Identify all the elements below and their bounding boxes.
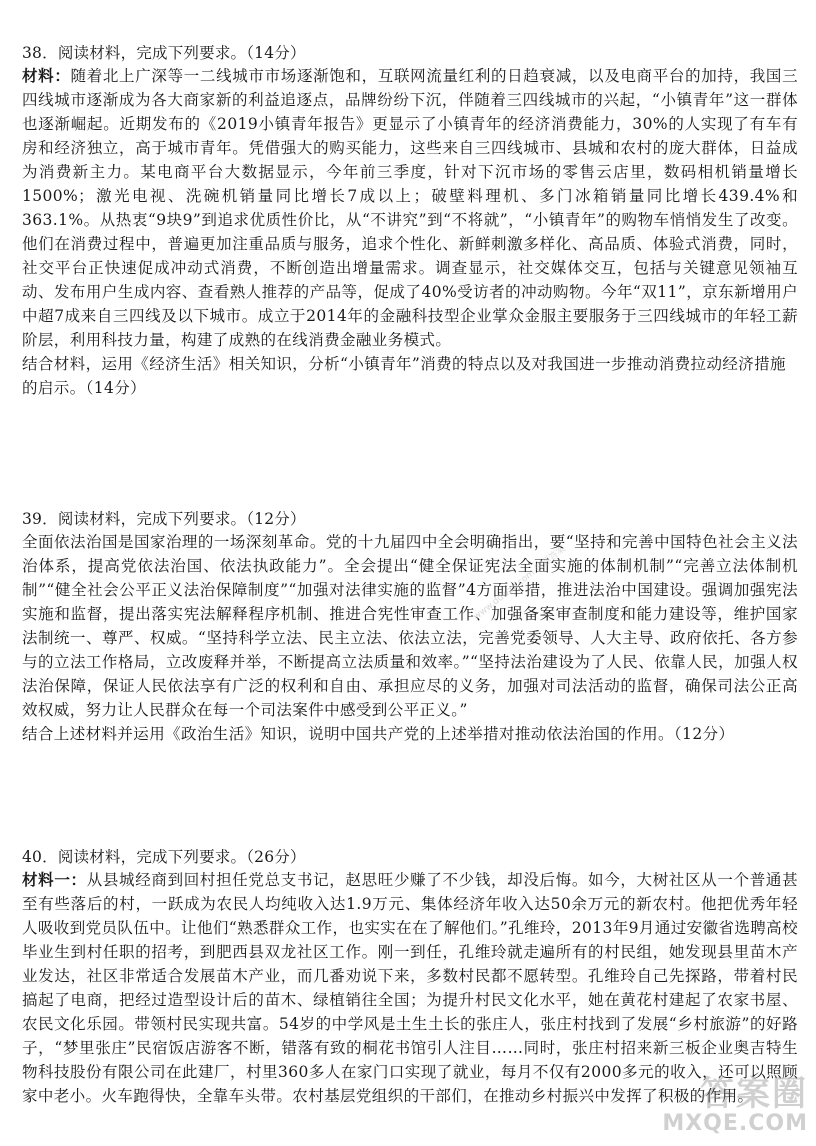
question-40: [22, 846, 798, 1108]
material-label: 材料：: [22, 66, 71, 85]
question-38: [22, 42, 798, 400]
question-38-material: [22, 64, 798, 352]
question-39-material: 全面依法治国是国家治理的一场深刻革命。党的十九届四中全会明确指出，要“坚持和完善中国特色社会主义法治体系，提高党依法治国、依法执政能力”。全会提出“健全保证宪法全面实施的体制机制”“完善立法体制机制”“健全社会公平正义法治保障制度”“加强对法律实施的监督”4方面举措，推进法治中国建设。强调加强宪法实施和监督，提出落实宪法解释程序机制、推进合宪性审查工作、加强备案审查制度和能力建设等，维护国家法制统一、尊严、权威。“坚持科学立法、民主立法、依法立法，完善党委领导、人大主导、政府依托、各方参与的立法工作格局，立改废释并举，不断提高立法质量和效率。”“坚持法治建设为了人民、依靠人民，加强人权法治保障，保证人民依法享有广泛的权利和自由、承担应尽的义务，加强对司法活动的监督，确保司法公正高效权威，努力让人民群众在每一个司法案件中感受到公平正义。”: [22, 533, 798, 719]
material-one-text: 从县城经商到回村担任党总支书记，赵思旺少赚了不少钱，却没后悔。如今，大树社区从一个普通甚至有些落后的村，一跃成为农民人均纯收入达1.9万元、集体经济年收入达50余万元的新农村。他把优秀年轻人吸收到党员队伍中。让他们“熟悉群众工作，也实实在在了解他们。”孔维玲，2013年9月通过安徽省选聘高校毕业生到村任职的招考，到肥西县双龙社区工作。刚一到任，孔维玲就走遍所有的村民组，她发现县里苗木产业发达，社区非常适合发展苗木产业，而几番劝说下来，多数村民都不愿转型。孔维玲自己先探路，带着村民搞起了电商，把经过造型设计后的苗木、绿植销往全国；为提升村民文化水平，她在黄花村建起了农家书屋、农民文化乐园。带领村民实现共富。54岁的中学风是土生土长的张庄人，张庄村找到了发展“乡村旅游”的好路子，“梦里张庄”民宿饭店游客不断，错落有致的桐花书馆引人注目……同时，张庄村招来新三板企业奥吉特生物科技股份有限公司在此建厂，村里360多人在家门口实现了就业，每月不仅有2000多元的收入，还可以照顾家中老小。火车跑得快，全靠车头带。农村基层党组织的干部们，在推动乡村振兴中发挥了积极的作用。: [22, 871, 798, 1105]
watermark-line-2: MXQE.COM: [662, 1111, 808, 1136]
material-one-label: 材料一：: [22, 870, 87, 889]
diagonal-watermark-stamp: www.ddwzx.com 搜题答案: [471, 544, 568, 623]
material-text: 随着北上广深等一二线城市市场逐渐饱和，互联网流量红利的日趋衰减，以及电商平台的加持，我国三四线城市逐渐成为各大商家新的利益追逐点，品牌纷纷下沉，伴随着三四线城市的兴起，“小镇青年”这一群体也逐渐崛起。近期发布的《2019小镇青年报告》更显示了小镇青年的经济消费能力，30%的人实现了有车有房和经济独立，高于城市青年。凭借强大的购买能力，这些来自三四线城市、县城和农村的庞大群体，日益成为消费新主力。某电商平台大数据显示，今年前三季度，针对下沉市场的零售云店里，数码相机销量增长1500%；激光电视、洗碗机销量同比增长7成以上；破壁料理机、多门冰箱销量同比增长439.4%和363.1%。从热衷“9块9”到追求优质性价比，从“不讲究”到“不将就”，“小镇青年”的购物车悄悄发生了改变。他们在消费过程中，普遍更加注重品质与服务，追求个性化、新鲜刺激多样化、高品质、体验式消费，同时，社交平台正快速促成冲动式消费，不断创造出增量需求。调查显示，社交媒体交互，包括与关键意见领袖互动、发布用户生成内容、查看熟人推荐的产品等，促成了40%受访者的冲动购物。今年“双11”，京东新增用户中超7成来自三四线及以下城市。成立于2014年的金融科技型企业掌众金服主要服务于三四线城市的年轻工薪阶层，利用科技力量，构建了成熟的在线消费金融业务模式。: [22, 67, 798, 349]
question-39-prompt: 结合上述材料并运用《政治生活》知识，说明中国共产党的上述举措对推动依法治国的作用。（12分）: [22, 725, 735, 743]
watermark-line-1: 答案圈: [700, 1074, 808, 1114]
question-39-heading: 39．阅读材料，完成下列要求。（12分）: [22, 510, 306, 528]
question-40-material: [22, 868, 798, 1108]
question-38-prompt: 结合材料，运用《经济生活》相关知识，分析“小镇青年”消费的特点以及对我国进一步推动消费拉动经济措施的启示。（14分）: [22, 355, 786, 397]
question-39: [22, 508, 798, 746]
question-38-heading: 38．阅读材料，完成下列要求。（14分）: [22, 44, 306, 62]
site-watermark-logo: [638, 1076, 808, 1140]
question-40-heading: 40．阅读材料，完成下列要求。（26分）: [22, 848, 306, 866]
